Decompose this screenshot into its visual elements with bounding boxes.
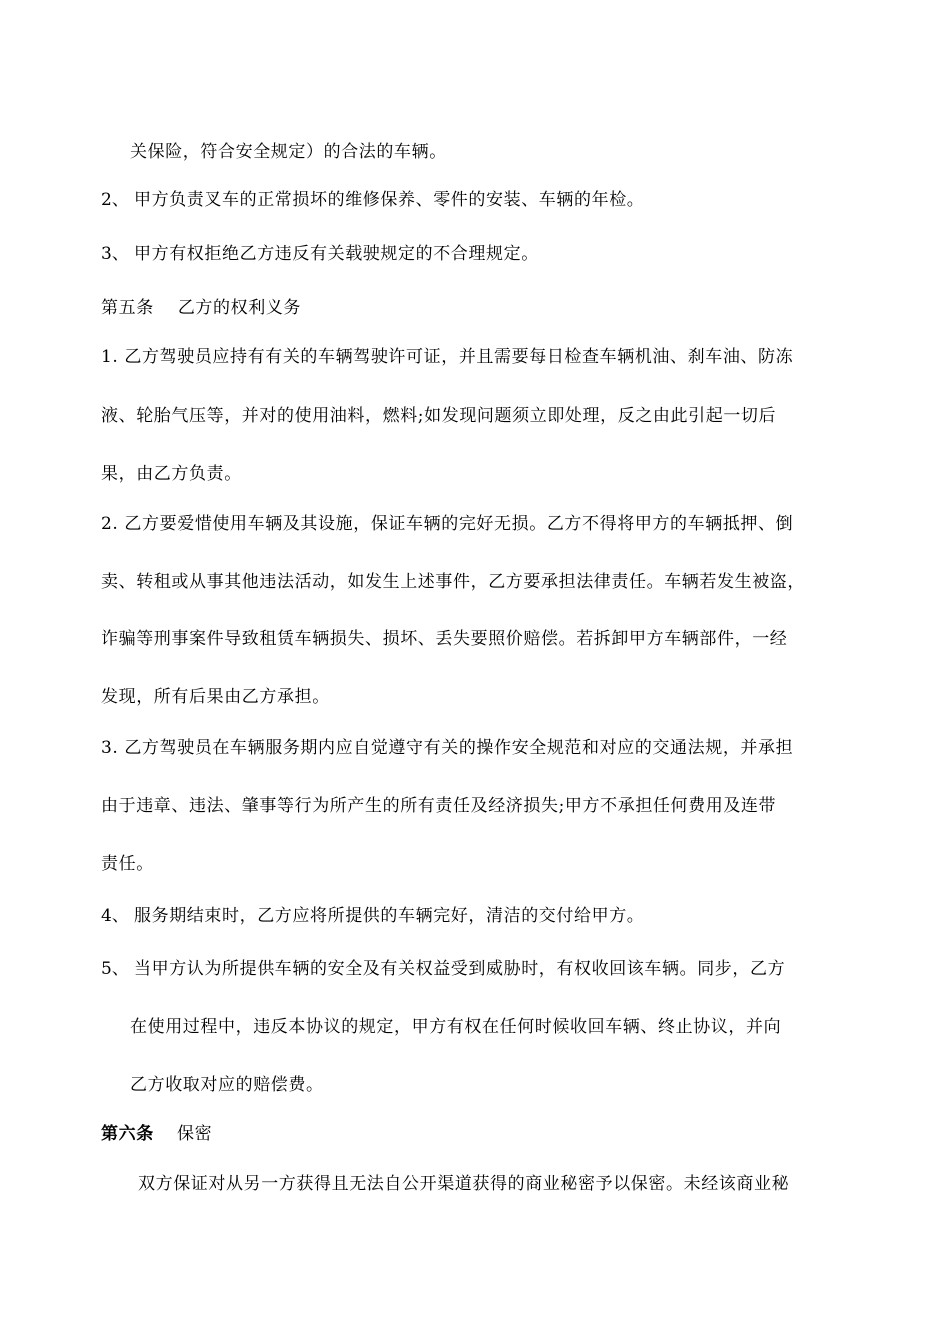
text-line: 2. 乙方要爱惜使用车辆及其设施，保证车辆的完好无损。乙方不得将甲方的车辆抵押、倒 [101, 514, 794, 534]
text-line: 由于违章、违法、肇事等行为所产生的所有责任及经济损失;甲方不承担任何费用及连带 [101, 796, 777, 816]
text-line: 甲方负责叉车的正常损坏的维修保养、零件的安装、车辆的年检。 [134, 190, 645, 210]
list-number: 2、 [101, 190, 129, 210]
section-heading-6-title: 保密 [177, 1124, 213, 1144]
section-heading-6: 第六条 [101, 1124, 154, 1144]
text-line: 双方保证对从另一方获得且无法自公开渠道获得的商业秘密予以保密。未经该商业秘 [138, 1174, 790, 1194]
text-line: 液、轮胎气压等，并对的使用油料，燃料;如发现问题须立即处理，反之由此引起一切后 [101, 406, 777, 426]
text-line: 果，由乙方负责。 [101, 464, 242, 484]
list-number: 4、 [101, 906, 129, 926]
text-line: 乙方收取对应的赔偿费。 [130, 1075, 324, 1095]
text-line: 1. 乙方驾驶员应持有有关的车辆驾驶许可证，并且需要每日检查车辆机油、刹车油、防冻 [101, 347, 794, 367]
text-line: 在使用过程中，违反本协议的规定，甲方有权在任何时候收回车辆、终止协议，并向 [130, 1017, 782, 1037]
text-line: 责任。 [101, 854, 154, 874]
section-heading-5: 第五条 乙方的权利义务 [101, 298, 302, 318]
text-line: 卖、转租或从事其他违法活动，如发生上述事件，乙方要承担法律责任。车辆若发生被盗， [101, 572, 805, 592]
text-line: 当甲方认为所提供车辆的安全及有关权益受到威胁时，有权收回该车辆。同步，乙方 [134, 959, 786, 979]
list-number: 5、 [101, 959, 129, 979]
text-line: 关保险，符合安全规定）的合法的车辆。 [130, 142, 447, 162]
list-number: 3、 [101, 244, 129, 264]
text-line: 服务期结束时，乙方应将所提供的车辆完好，清洁的交付给甲方。 [134, 906, 645, 926]
text-line: 3. 乙方驾驶员在车辆服务期内应自觉遵守有关的操作安全规范和对应的交通法规，并承担 [101, 738, 794, 758]
text-line: 甲方有权拒绝乙方违反有关载驶规定的不合理规定。 [134, 244, 539, 264]
text-line: 发现，所有后果由乙方承担。 [101, 687, 330, 707]
text-line: 诈骗等刑事案件导致租赁车辆损失、损坏、丢失要照价赔偿。若拆卸甲方车辆部件，一经 [101, 629, 788, 649]
